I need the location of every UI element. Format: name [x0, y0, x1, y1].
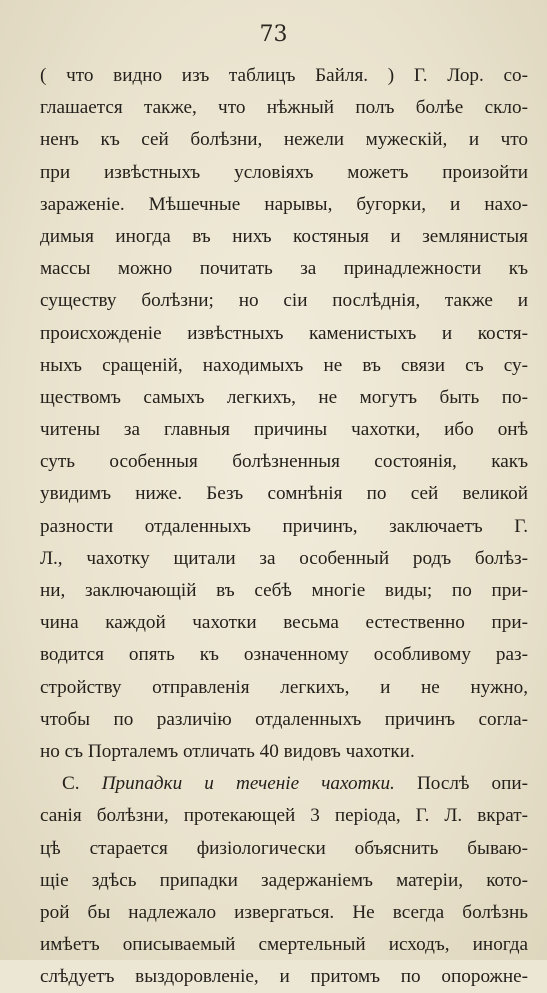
text-line: водится опять къ означенному особливому раз- — [40, 644, 528, 666]
text-line: глашается также, что нѣжный полъ болѣе скло- — [40, 97, 528, 119]
text-line: суть особенныя болѣзненныя состоянія, какъ — [40, 451, 528, 473]
section-first-line-text: Послѣ опи- — [416, 773, 528, 795]
section-heading-line — [40, 768, 528, 800]
body-text — [40, 60, 528, 993]
text-line: стройству отправленія легкихъ, и не нужно, — [40, 676, 528, 698]
text-line: разности отдаленныхъ причинъ, заключаетъ Г. — [40, 515, 528, 537]
text-line: слѣдуетъ выздоровленіе, и притомъ по опорожне- — [40, 966, 528, 988]
section-heading: Припадки и теченіе чахотки. — [101, 773, 395, 795]
text-line: ненъ къ сей болѣзни, нежели мужескій, и что — [40, 129, 528, 151]
text-line: Л., чахотку щитали за особенный родъ болѣз- — [40, 547, 528, 569]
text-line: чина каждой чахотки весьма естественно при- — [40, 612, 528, 634]
text-line: санія болѣзни, протекающей 3 періода, Г. Л. вкрат- — [40, 805, 528, 827]
text-line: при извѣстныхъ условіяхъ можетъ произойти — [40, 161, 528, 183]
text-line: зараженіе. Мѣшечные нарывы, бугорки, и нахо- — [40, 193, 528, 215]
text-line: ( что видно изъ таблицъ Байля. ) Г. Лор. со- — [40, 65, 528, 86]
text-line: щіе здѣсь припадки задержаніемъ матеріи, кото- — [40, 869, 528, 891]
section-label: С. — [62, 773, 80, 795]
text-line: происхожденіе извѣстныхъ каменистыхъ и костя- — [40, 322, 528, 344]
text-line: читены за главныя причины чахотки, ибо онѣ — [40, 419, 528, 441]
text-line: ныхъ сращеній, находимыхъ не въ связи съ су- — [40, 354, 528, 376]
text-line: но съ Порталемъ отличать 40 видовъ чахотки. — [40, 740, 415, 762]
page-number: 73 — [259, 22, 288, 47]
text-line: ни, заключающій въ себѣ многіе виды; по при- — [40, 580, 528, 601]
text-line: цѣ старается физіологически объяснить бываю- — [40, 837, 528, 859]
text-line: рой бы надлежало извергаться. Не всегда болѣзнь — [40, 901, 528, 923]
text-line: массы можно почитать за принадлежности къ — [40, 258, 528, 280]
text-line: ществомъ самыхъ легкихъ, не могутъ быть по- — [40, 386, 528, 408]
text-line: существу болѣзни; но сіи послѣднія, также и — [40, 290, 528, 312]
text-line: увидимъ ниже. Безъ сомнѣнія по сей великой — [40, 483, 528, 505]
text-line: димыя иногда въ нихъ костяныя и землянистыя — [40, 225, 528, 247]
text-line: чтобы по различію отдаленныхъ причинъ согла- — [40, 708, 528, 730]
text-line: имѣетъ описываемый смертельный исходъ, иногда — [40, 934, 528, 956]
